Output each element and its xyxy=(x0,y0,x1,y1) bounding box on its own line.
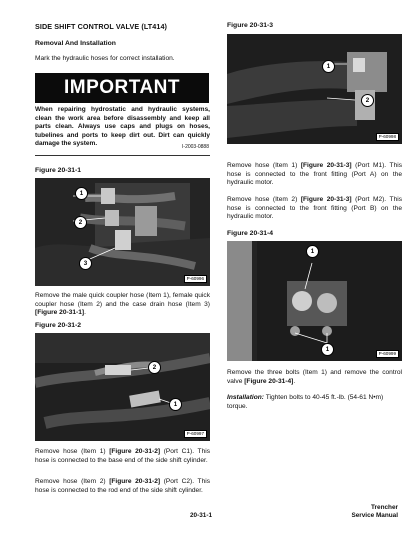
callout-1: 1 xyxy=(75,187,88,200)
callout-1: 1 xyxy=(306,245,319,258)
intro-text: Mark the hydraulic hoses for correct installation. xyxy=(35,55,175,62)
callout-1: 1 xyxy=(322,60,335,73)
callout-1: 1 xyxy=(321,343,334,356)
section-title: SIDE SHIFT CONTROL VALVE (LT414) xyxy=(35,22,168,31)
photo-code: P-60996 xyxy=(184,275,207,283)
figure-photo-2 xyxy=(35,333,210,441)
figure-photo-3 xyxy=(227,34,402,144)
figure-photo-4 xyxy=(227,241,402,361)
figure-caption-1: Figure 20-31-1 xyxy=(35,167,82,174)
installation-note: Installation: Tighten bolts to 40-45 ft.-lb. (54-61 N•m) torque. xyxy=(227,394,384,410)
footer-product: Trencher xyxy=(371,504,398,511)
callout-2: 2 xyxy=(148,361,161,374)
photo-code: P-60999 xyxy=(376,350,399,358)
figure-4-text: Remove the three bolts (Item 1) and remove the control valve [Figure 20-31-4]. xyxy=(227,369,402,385)
important-code: I-2003-0888 xyxy=(182,144,209,150)
figure-photo-1 xyxy=(35,178,210,286)
photo-code: P-60997 xyxy=(184,430,207,438)
divider xyxy=(35,155,210,156)
footer-manual: Service Manual xyxy=(351,512,398,519)
figure-2-text-2: Remove hose (Item 2) [Figure 20-31-2] (Port C2). This hose is connected to the rod end of the side shift cylinder. xyxy=(35,478,210,494)
callout-3: 3 xyxy=(79,257,92,270)
figure-caption-2: Figure 20-31-2 xyxy=(35,322,82,329)
callout-2: 2 xyxy=(361,94,374,107)
figure-3-text-1: Remove hose (Item 1) [Figure 20-31-3] (Port M1). This hose is connected to the front fitting (Port A) on the hydraulic motor. xyxy=(227,162,403,187)
subtitle: Removal And Installation xyxy=(35,40,116,47)
callout-2: 2 xyxy=(74,216,87,229)
figure-3-text-2: Remove hose (Item 2) [Figure 20-31-3] (Port M2). This hose is connected to the front fitting (Port B) on the hydraulic motor. xyxy=(227,196,403,221)
important-text: When repairing hydrostatic and hydraulic systems, clean the work area before disassembly and keep all parts clean. Always use caps and plugs on hoses, tubelines and ports to keep dirt out. Dirt can quickly damage the system. xyxy=(35,106,210,147)
figure-1-text: Remove the male quick coupler hose (Item 1), female quick coupler hose (Item 2) and the case drain hose (Item 3) [Figure 20-31-1]. xyxy=(35,292,210,317)
figure-caption-4: Figure 20-31-4 xyxy=(227,230,274,237)
important-banner: IMPORTANT xyxy=(35,73,209,103)
page-number: 20-31-1 xyxy=(190,512,213,519)
figure-2-text-1: Remove hose (Item 1) [Figure 20-31-2] (Port C1). This hose is connected to the base end of the side shift cylinder. xyxy=(35,448,210,464)
callout-1: 1 xyxy=(169,398,182,411)
figure-caption-3: Figure 20-31-3 xyxy=(227,22,274,29)
photo-code: P-60998 xyxy=(376,133,399,141)
